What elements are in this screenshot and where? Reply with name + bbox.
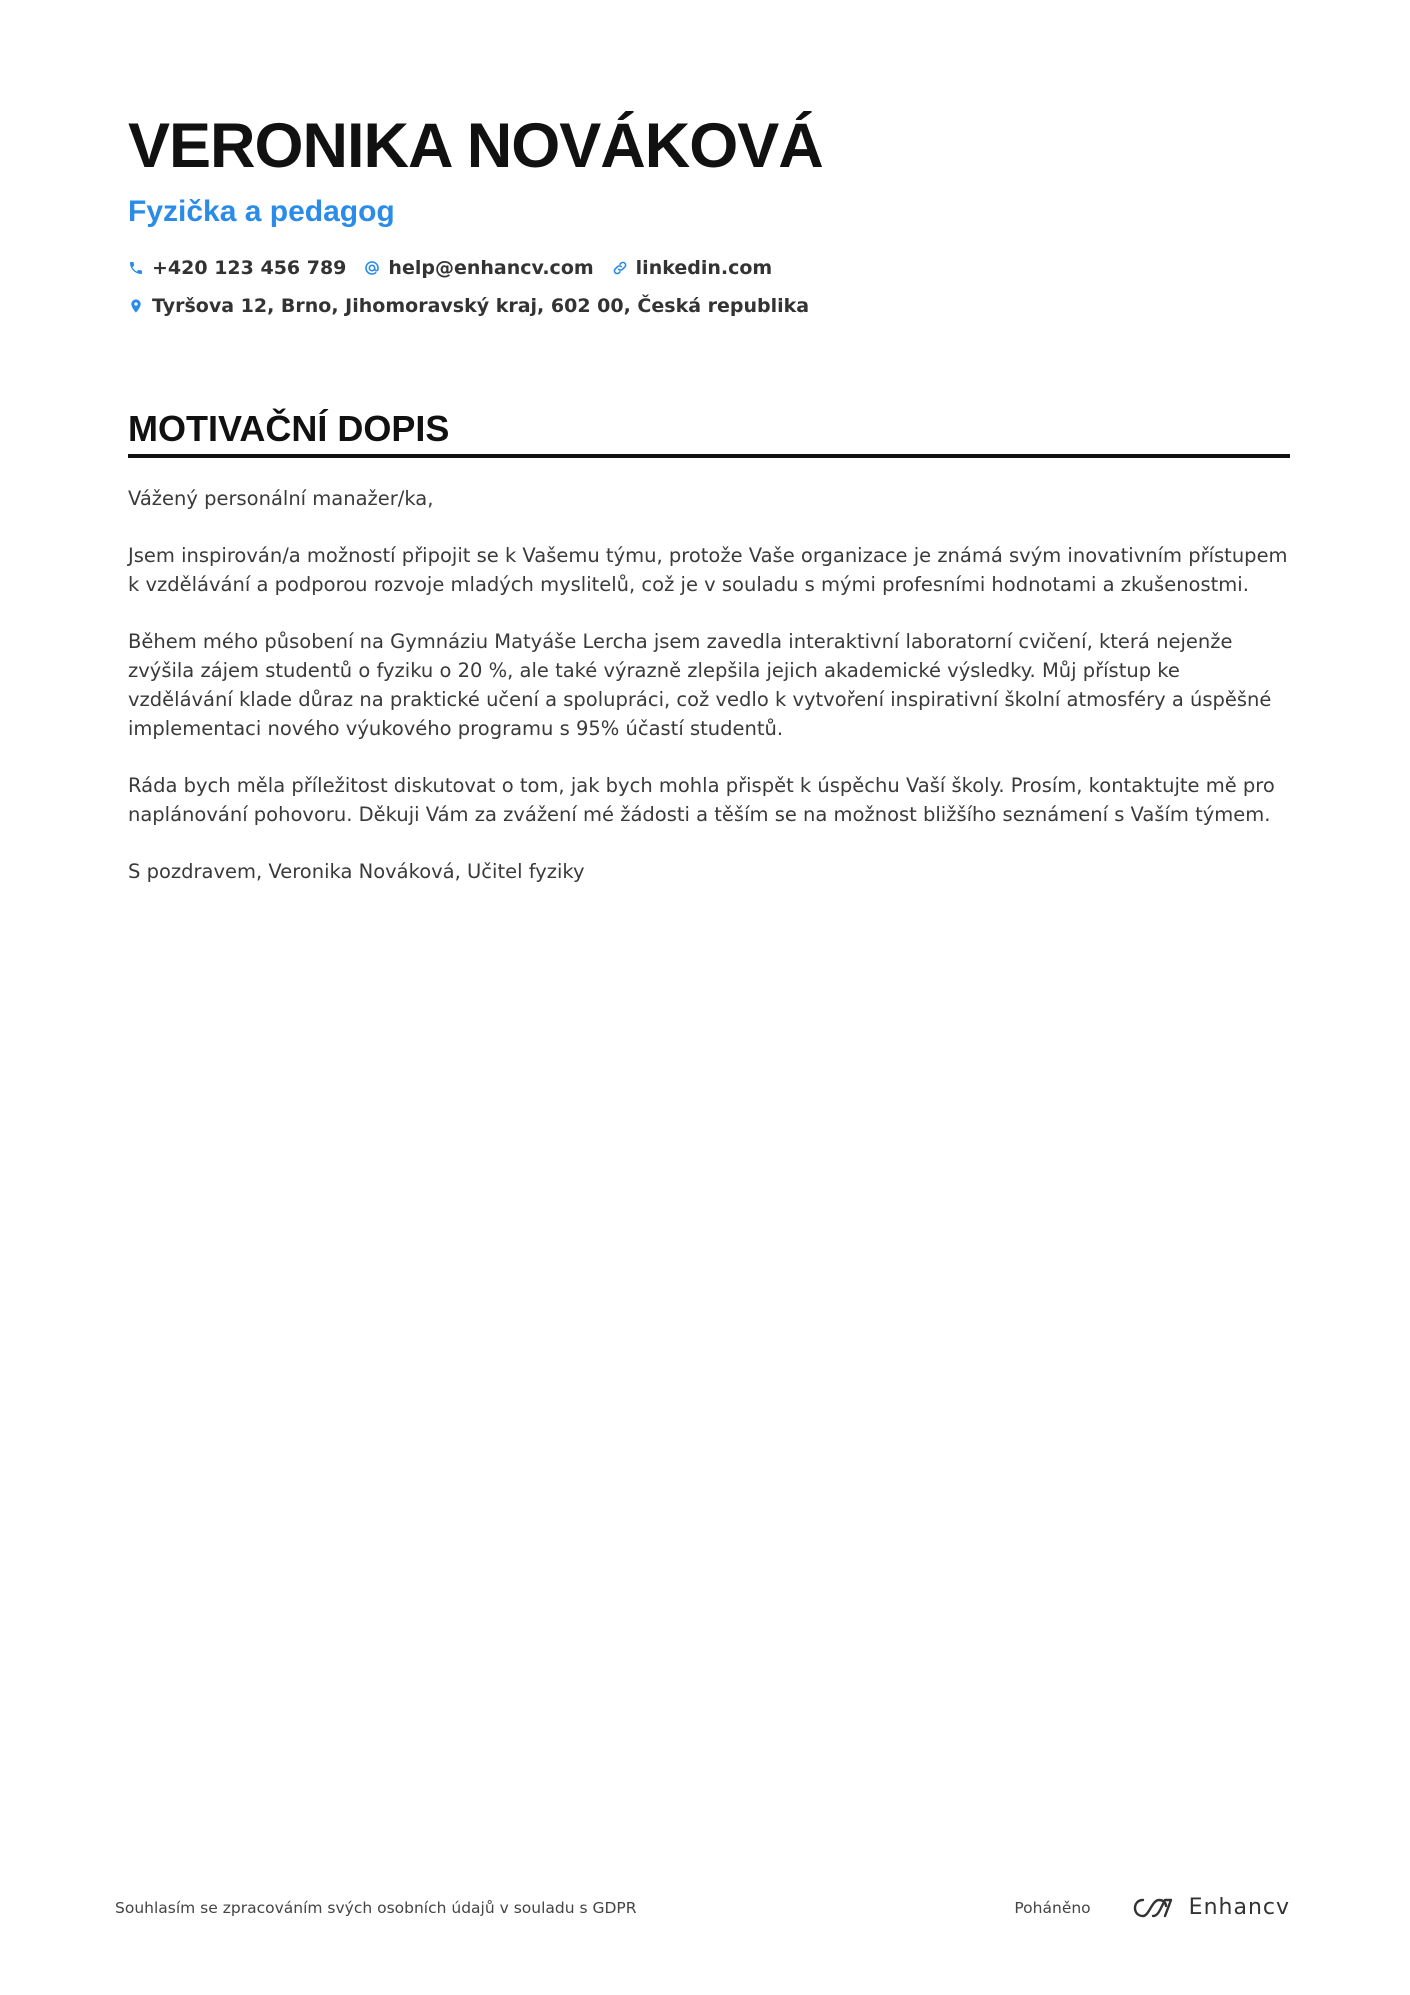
address-row — [128, 292, 1290, 320]
brand-logo[interactable] — [1131, 1895, 1290, 1920]
candidate-role: Fyzička a pedagog — [128, 195, 395, 228]
section-divider — [128, 454, 1290, 458]
footer — [115, 1895, 1290, 1920]
contact-address — [128, 292, 809, 320]
phone-text: +420 123 456 789 — [152, 257, 347, 279]
contact-phone — [128, 254, 346, 282]
location-pin-icon — [128, 298, 144, 314]
contact-row — [128, 254, 1290, 282]
at-icon — [364, 260, 380, 276]
email-link[interactable]: help@enhancv.com — [388, 257, 594, 279]
candidate-name: VERONIKA NOVÁKOVÁ — [128, 111, 823, 181]
cover-letter — [128, 110, 1290, 914]
letter-greeting: Vážený personální manažer/ka, — [128, 487, 434, 510]
website-link[interactable]: linkedin.com — [635, 257, 773, 279]
phone-icon — [128, 260, 144, 276]
powered-by-label: Poháněno — [1014, 1898, 1091, 1917]
letter-paragraph: Jsem inspirován/a možností připojit se k Vašemu týmu, protože Vaše organizace je známá svým inovativním přístupem k vzdělávání a podporou rozvoje mladých myslitelů, což je v souladu s mými profesními hodnotami a zkušenostmi. — [128, 544, 1288, 596]
section-title: MOTIVAČNÍ DOPIS — [128, 408, 450, 449]
gdpr-consent: Souhlasím se zpracováním svých osobních údajů v souladu s GDPR — [115, 1898, 637, 1917]
address-text: Tyršova 12, Brno, Jihomoravský kraj, 602 00, Česká republika — [152, 295, 810, 317]
letter-paragraph: Ráda bych měla příležitost diskutovat o tom, jak bych mohla přispět k úspěchu Vaší školy. Prosím, kontaktujte mě pro naplánování pohovoru. Děkuji Vám za zvážení mé žádosti a těším se na možnost bližšího seznámení s Vaším týmem. — [128, 774, 1275, 826]
letter-paragraph: Během mého působení na Gymnáziu Matyáše Lercha jsem zavedla interaktivní laboratorní cvičení, která nejenže zvýšila zájem studentů o fyziku o 20 %, ale také výrazně zlepšila jejich akademické výsledky. Můj přístup ke vzdělávání klade důraz na praktické učení a spolupráci, což vedlo k vytvoření inspirativní školní atmosféry a úspěšné implementaci nového výukového programu s 95% účastí studentů. — [128, 630, 1272, 740]
enhancv-logo-icon — [1131, 1896, 1177, 1920]
link-icon — [612, 260, 628, 276]
letter-closing: S pozdravem, Veronika Nováková, Učitel fyziky — [128, 860, 585, 883]
contact-email[interactable] — [364, 254, 593, 282]
brand-name: Enhancv — [1188, 1895, 1290, 1920]
powered-by — [1014, 1895, 1290, 1920]
letter-body — [128, 484, 1290, 886]
contact-website[interactable] — [612, 254, 773, 282]
